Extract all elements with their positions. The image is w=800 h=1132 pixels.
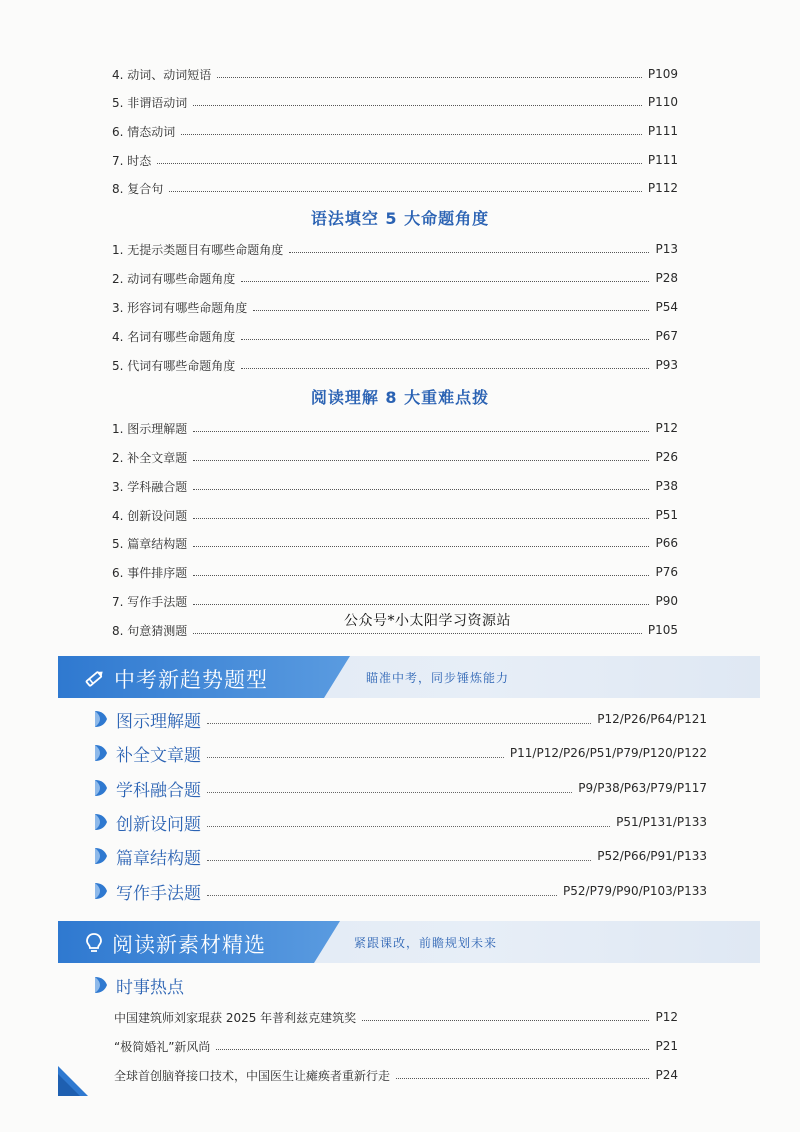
toc-entry[interactable] — [114, 1064, 678, 1086]
toc-entry[interactable] — [112, 532, 678, 554]
banner-title: 中考新趋势题型 — [114, 668, 268, 692]
dot-leader — [157, 162, 642, 164]
dot-leader — [217, 76, 642, 78]
dot-leader — [193, 459, 649, 461]
toc-entry[interactable] — [112, 149, 678, 171]
toc-entry-page: P38 — [655, 479, 678, 493]
toc-entry-page: P66 — [655, 536, 678, 550]
toc-entry-label: 7. 写作手法题 — [112, 594, 188, 609]
trend-entry-label: 创新设问题 — [116, 814, 201, 835]
dot-leader — [193, 603, 649, 605]
toc-entry-page: P110 — [647, 95, 678, 109]
toc-entry-label: 全球首创脑脊接口技术，中国医生让瘫痪者重新行走 — [114, 1068, 391, 1083]
toc-entry[interactable] — [112, 177, 678, 199]
toc-entry-label: 5. 篇章结构题 — [112, 536, 188, 551]
toc-entry-page: P12 — [655, 1010, 678, 1024]
subsection-title: 时事热点 — [116, 977, 184, 998]
bookmark-icon — [94, 744, 108, 762]
toc-entry[interactable] — [112, 475, 678, 497]
banner-subtitle: 紧跟课改，前瞻规划未来 — [354, 936, 498, 950]
pencil-icon — [84, 667, 106, 693]
toc-entry-label: 6. 事件排序题 — [112, 565, 188, 580]
trend-entry-label: 图示理解题 — [116, 711, 201, 732]
watermark-text: 公众号*小太阳学习资源站 — [344, 613, 511, 629]
toc-entry[interactable] — [112, 354, 678, 376]
toc-entry-label: 5. 非谓语动词 — [112, 95, 188, 110]
trend-entry-pages: P12/P26/P64/P121 — [597, 712, 707, 726]
toc-entry-page: P111 — [647, 153, 678, 167]
toc-entry-label: “极简婚礼”新风尚 — [114, 1039, 211, 1054]
toc-entry-label: 8. 复合句 — [112, 181, 164, 196]
dot-leader — [193, 632, 642, 634]
dot-leader — [193, 545, 649, 547]
toc-entry-page: P109 — [647, 67, 678, 81]
trend-entry-pages: P11/P12/P26/P51/P79/P120/P122 — [509, 746, 707, 760]
toc-entry-page: P12 — [655, 421, 678, 435]
trend-entry-pages: P52/P66/P91/P133 — [597, 849, 707, 863]
toc-entry-label: 4. 动词、动词短语 — [112, 67, 212, 82]
toc-entry[interactable] — [112, 561, 678, 583]
trend-entry-pages: P9/P38/P63/P79/P117 — [578, 781, 707, 795]
toc-entry-label: 3. 形容词有哪些命题角度 — [112, 300, 248, 315]
bookmark-icon — [94, 882, 108, 900]
bookmark-icon — [94, 710, 108, 728]
dot-leader — [207, 791, 572, 793]
dot-leader — [241, 338, 649, 340]
toc-entry-label: 4. 名词有哪些命题角度 — [112, 329, 236, 344]
trend-entry[interactable] — [94, 775, 707, 801]
toc-entry[interactable] — [112, 417, 678, 439]
toc-entry-page: P112 — [647, 181, 678, 195]
banner-title: 阅读新素材精选 — [112, 933, 266, 957]
toc-entry[interactable] — [112, 446, 678, 468]
toc-entry-page: P13 — [655, 242, 678, 256]
trend-entry[interactable] — [94, 809, 707, 835]
toc-entry-label: 2. 动词有哪些命题角度 — [112, 271, 236, 286]
toc-entry-page: P54 — [655, 300, 678, 314]
trend-entry[interactable] — [94, 706, 707, 732]
toc-entry[interactable] — [112, 91, 678, 113]
toc-entry[interactable] — [112, 63, 678, 85]
toc-entry-page: P90 — [655, 594, 678, 608]
toc-entry[interactable] — [112, 267, 678, 289]
toc-entry-label: 1. 无提示类题目有哪些命题角度 — [112, 242, 284, 257]
trend-entry-label: 学科融合题 — [116, 780, 201, 801]
dot-leader — [181, 133, 642, 135]
dot-leader — [169, 190, 642, 192]
toc-entry[interactable] — [112, 296, 678, 318]
toc-entry[interactable] — [112, 120, 678, 142]
toc-entry-page: P21 — [655, 1039, 678, 1053]
trend-entry[interactable] — [94, 740, 707, 766]
toc-entry-page: P26 — [655, 450, 678, 464]
toc-entry[interactable] — [112, 238, 678, 260]
dot-leader — [193, 574, 649, 576]
dot-leader — [289, 251, 649, 253]
dot-leader — [396, 1077, 649, 1079]
bookmark-icon — [94, 813, 108, 831]
toc-entry-label: 5. 代词有哪些命题角度 — [112, 358, 236, 373]
toc-entry[interactable] — [112, 504, 678, 526]
dot-leader — [362, 1019, 649, 1021]
toc-entry-page: P24 — [655, 1068, 678, 1082]
trend-entry-label: 篇章结构题 — [116, 848, 201, 869]
dot-leader — [193, 488, 649, 490]
subsection-heading — [94, 972, 184, 998]
toc-entry[interactable] — [112, 325, 678, 347]
toc-entry[interactable] — [112, 590, 678, 612]
toc-entry[interactable] — [114, 1006, 678, 1028]
trend-entry-pages: P52/P79/P90/P103/P133 — [563, 884, 707, 898]
dot-leader — [216, 1048, 649, 1050]
trend-entry-pages: P51/P131/P133 — [616, 815, 707, 829]
page-corner-decoration — [58, 1066, 88, 1096]
section-title-reading: 阅读理解 8 大重难点拨 — [310, 388, 490, 407]
trend-entry-label: 补全文章题 — [116, 745, 201, 766]
trend-entry[interactable] — [94, 843, 707, 869]
toc-entry-label: 中国建筑师刘家琨获 2025 年普利兹克建筑奖 — [114, 1010, 357, 1025]
dot-leader — [207, 722, 591, 724]
toc-entry-label: 2. 补全文章题 — [112, 450, 188, 465]
toc-entry[interactable] — [114, 1035, 678, 1057]
lightbulb-icon — [84, 932, 104, 958]
toc-entry-page: P111 — [647, 124, 678, 138]
toc-entry-label: 1. 图示理解题 — [112, 421, 188, 436]
toc-entry-page: P67 — [655, 329, 678, 343]
toc-entry-page: P76 — [655, 565, 678, 579]
bookmark-icon — [94, 976, 108, 994]
dot-leader — [207, 859, 591, 861]
toc-entry-label: 8. 句意猜测题 — [112, 623, 188, 638]
material-banner — [58, 921, 760, 963]
dot-leader — [193, 517, 649, 519]
dot-leader — [241, 367, 649, 369]
banner-subtitle: 瞄准中考，同步锤炼能力 — [366, 671, 510, 685]
toc-entry-label: 3. 学科融合题 — [112, 479, 188, 494]
trend-entry[interactable] — [94, 878, 707, 904]
dot-leader — [207, 825, 610, 827]
dot-leader — [193, 430, 649, 432]
trend-banner — [58, 656, 760, 698]
dot-leader — [253, 309, 649, 311]
toc-entry-label: 6. 情态动词 — [112, 124, 176, 139]
toc-entry-page: P105 — [647, 623, 678, 637]
section-title-cloze: 语法填空 5 大命题角度 — [310, 209, 490, 228]
dot-leader — [207, 756, 504, 758]
toc-entry-page: P28 — [655, 271, 678, 285]
toc-entry-label: 4. 创新设问题 — [112, 508, 188, 523]
toc-entry-label: 7. 时态 — [112, 153, 152, 168]
dot-leader — [207, 894, 557, 896]
bookmark-icon — [94, 779, 108, 797]
trend-entry-label: 写作手法题 — [116, 883, 201, 904]
toc-entry-page: P51 — [655, 508, 678, 522]
dot-leader — [193, 104, 642, 106]
toc-entry-page: P93 — [655, 358, 678, 372]
bookmark-icon — [94, 847, 108, 865]
dot-leader — [241, 280, 649, 282]
